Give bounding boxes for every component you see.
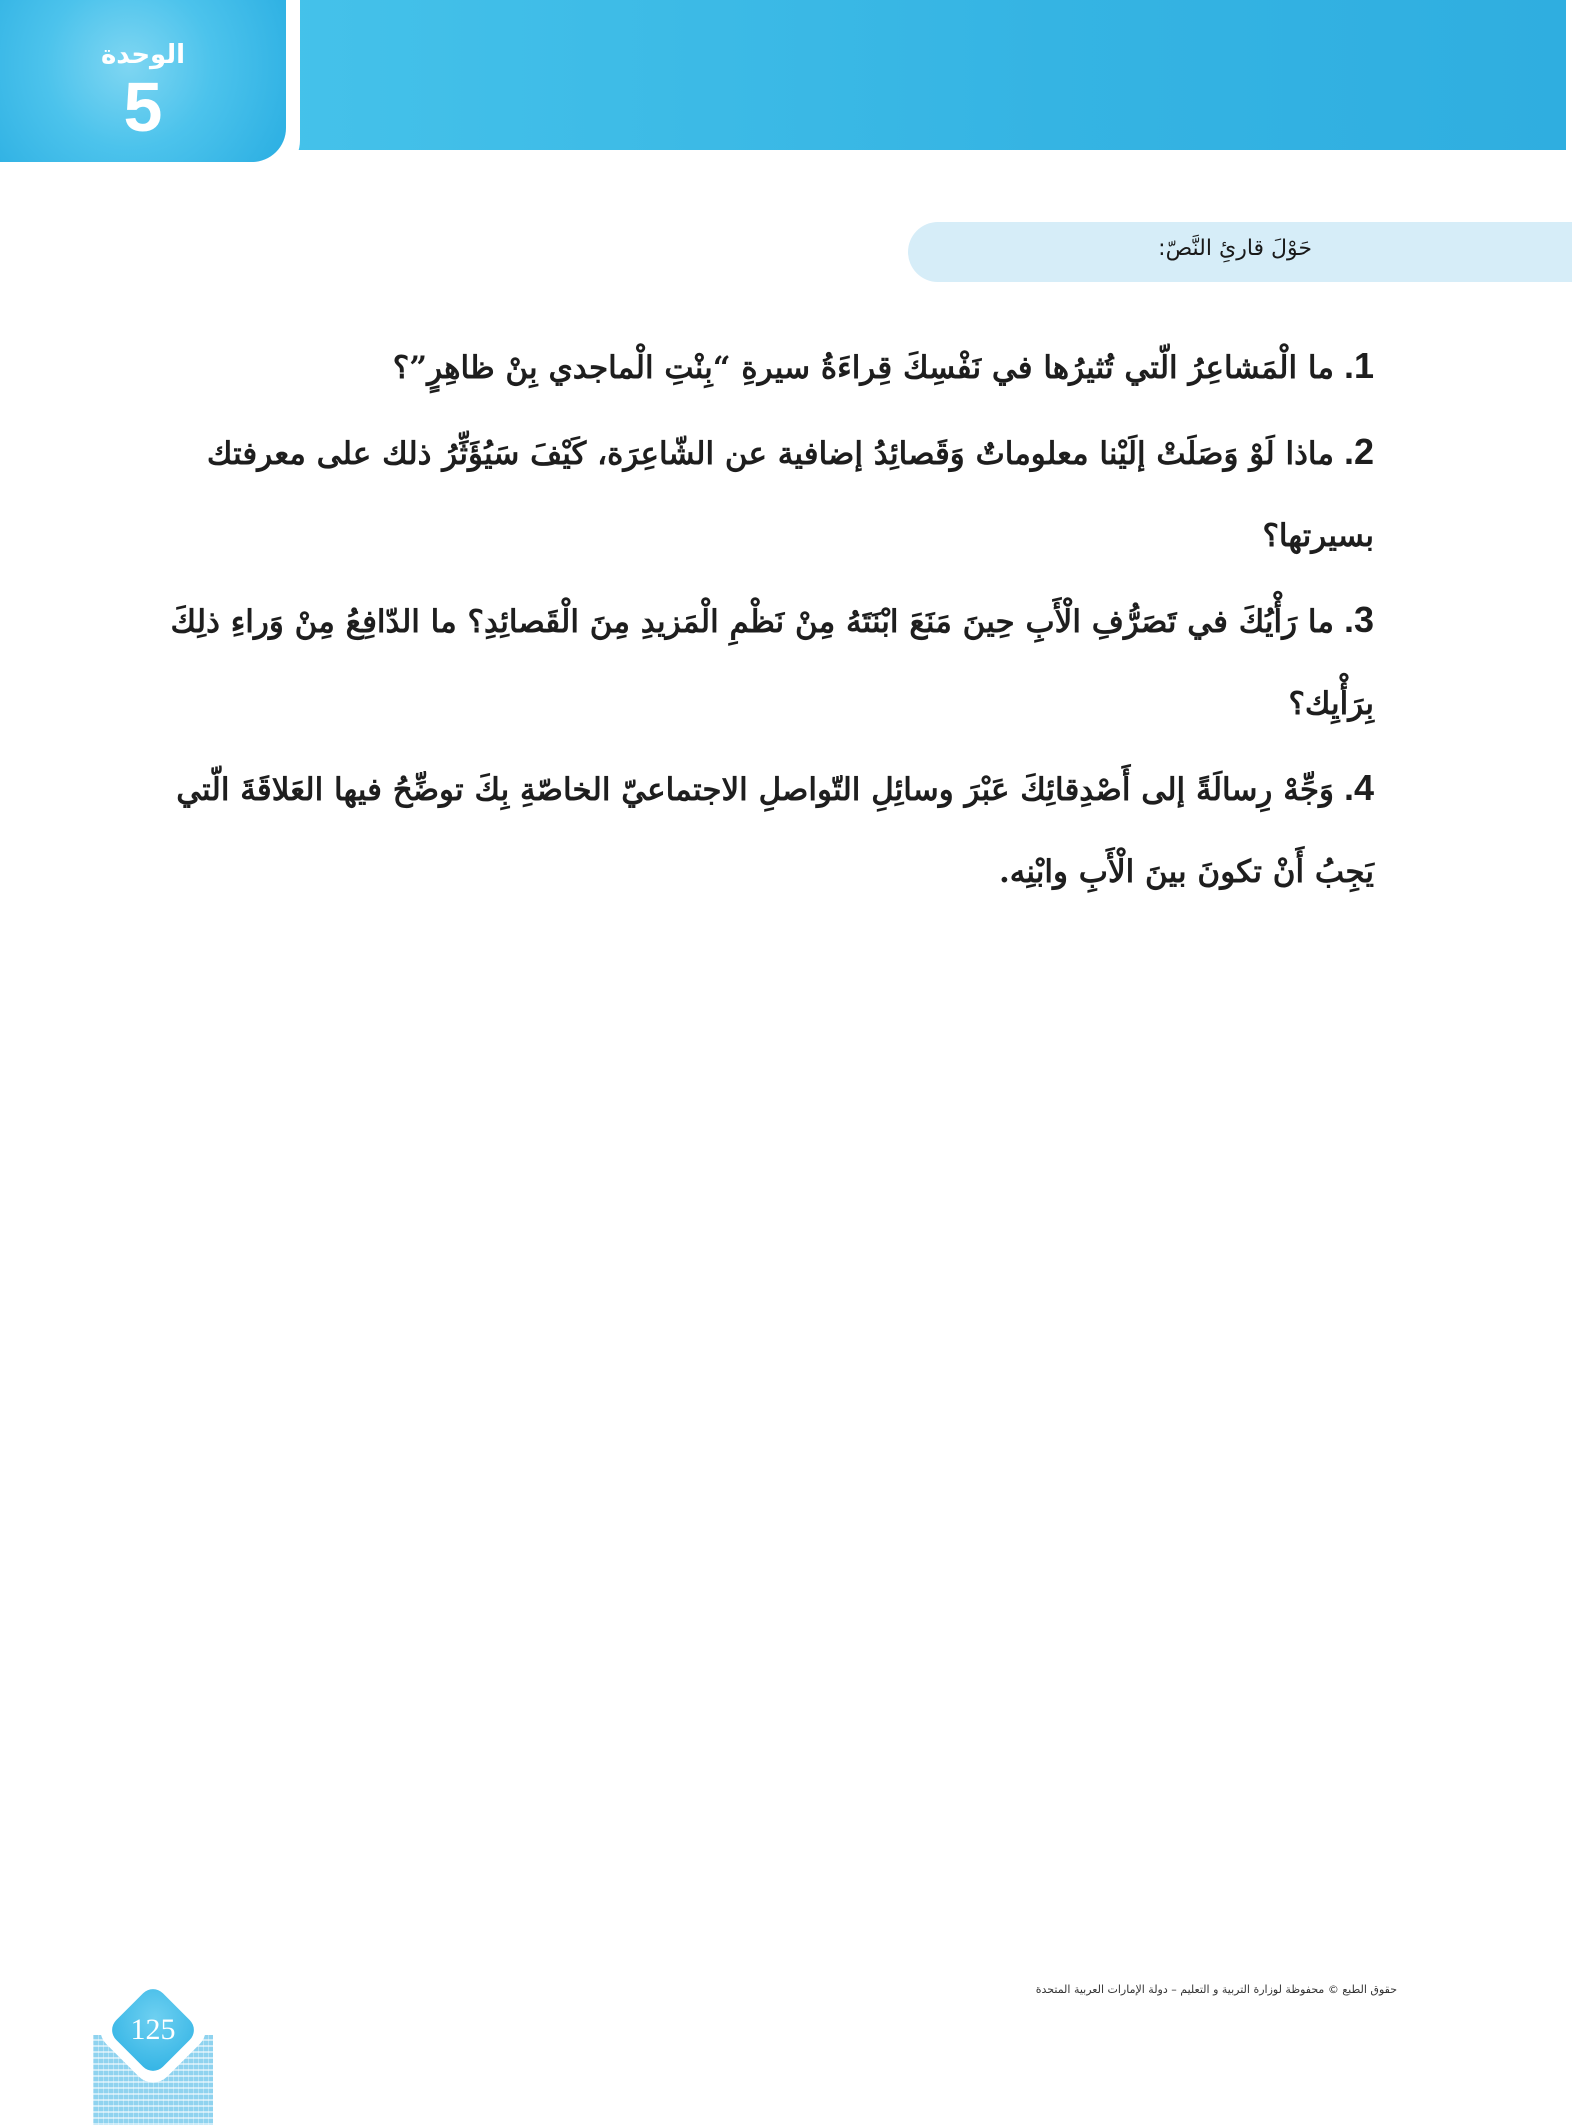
question-text: ما رَأْيُكَ في تَصَرُّفِ الْأَبِ حِينَ مَنَعَ ابْنَتَهُ مِنْ نَظْمِ الْمَزيدِ مِنَ الْقَصائِدِ؟ ما الدّافِعُ مِنْ وَراءِ ذلِكَ بِرَأْيِك؟ <box>170 604 1374 722</box>
question-2: 2. ماذا لَوْ وَصَلَتْ إلَيْنا معلوماتٌ وَقَصائِدُ إضافية عن الشّاعِرَة، كَيْفَ سَيُؤَثِّرُ ذلك على معرفتك بسيرتها؟ <box>206 431 1374 554</box>
page-badge <box>88 1975 218 2125</box>
question-list <box>154 325 1374 915</box>
question-number: 3 <box>1353 599 1374 640</box>
question-number: 1 <box>1353 345 1374 386</box>
question-1: 1. ما الْمَشاعِرُ الّتي تُثيرُها في نَفْسِكَ قِراءَةُ سيرةِ “بِنْتِ الْماجدي بِنْ ظاهِرٍ”؟ <box>392 345 1374 386</box>
question-text: وَجِّهْ رِسالَةً إلى أَصْدِقائِكَ عَبْرَ وسائِلِ التّواصلِ الاجتماعيّ الخاصّةِ بِكَ توضِّحُ فيها العَلاقَةَ الّتي يَجِبُ أَنْ تكونَ بينَ الْأَبِ وابْنِه. <box>176 772 1374 890</box>
page-number: 125 <box>130 2013 176 2046</box>
section-title: حَوْلَ قارئِ النَّصّ: <box>1158 236 1312 261</box>
question-text: ما الْمَشاعِرُ الّتي تُثيرُها في نَفْسِكَ قِراءَةُ سيرةِ “بِنْتِ الْماجدي بِنْ ظاهِرٍ”؟ <box>392 350 1334 386</box>
unit-label: الوحدة <box>100 40 186 70</box>
question-3: 3. ما رَأْيُكَ في تَصَرُّفِ الْأَبِ حِينَ مَنَعَ ابْنَتَهُ مِنْ نَظْمِ الْمَزيدِ مِنَ الْقَصائِدِ؟ ما الدّافِعُ مِنْ وَراءِ ذلِكَ بِرَأْيِك؟ <box>170 599 1374 722</box>
footer-copyright: حقوق الطبع © محفوظة لوزارة التربية و التعليم – دولة الإمارات العربية المتحدة <box>1035 1983 1397 1996</box>
question-4: 4. وَجِّهْ رِسالَةً إلى أَصْدِقائِكَ عَبْرَ وسائِلِ التّواصلِ الاجتماعيّ الخاصّةِ بِكَ توضِّحُ فيها العَلاقَةَ الّتي يَجِبُ أَنْ تكونَ بينَ الْأَبِ وابْنِه. <box>176 767 1374 890</box>
unit-number: 5 <box>123 68 163 146</box>
question-number: 4 <box>1353 767 1374 808</box>
header-band <box>270 0 1566 150</box>
unit-tab <box>0 0 300 180</box>
question-number: 2 <box>1353 431 1374 472</box>
question-text: ماذا لَوْ وَصَلَتْ إلَيْنا معلوماتٌ وَقَصائِدُ إضافية عن الشّاعِرَة، كَيْفَ سَيُؤَثِّرُ ذلك على معرفتك بسيرتها؟ <box>206 436 1374 554</box>
